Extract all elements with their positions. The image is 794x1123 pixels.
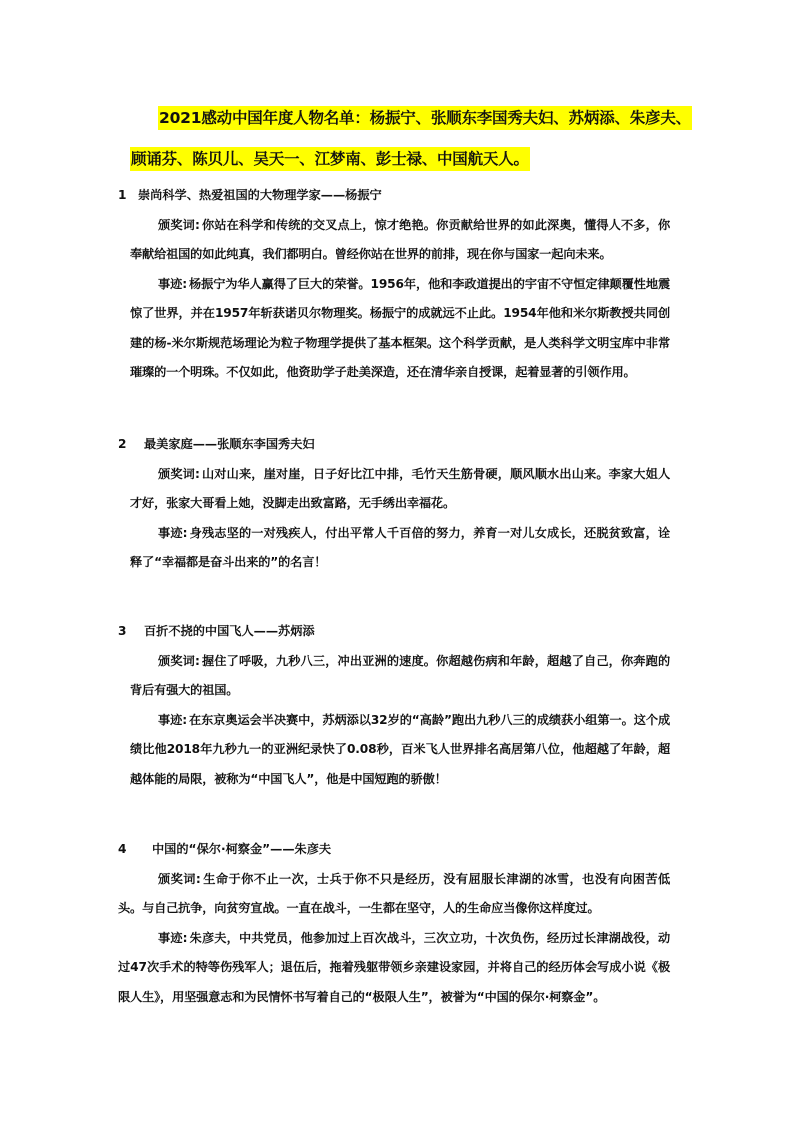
deeds-paragraph (118, 270, 670, 388)
deeds-text: 身残志坚的一对残疾人，付出平常人千百倍的努力，养育一对儿女成长，还脱贫致富，诠释了“幸福都是奋斗出来的”的名言！ (130, 525, 670, 569)
section-number: 2 (118, 437, 127, 451)
title-line-1 (130, 98, 690, 139)
person-section-3 (118, 617, 670, 794)
section-heading (118, 835, 670, 865)
section-title: 百折不挠的中国飞人——苏炳添 (144, 624, 315, 638)
award-text: 山对山来，崖对崖，日子好比江中排，毛竹天生筋骨硬，顺风顺水出山来。李家大姐人才好，张家大哥看上她，没脚走出致富路，无手绣出幸福花。 (130, 466, 670, 510)
award-label: 颁奖词: (158, 217, 200, 232)
section-heading (118, 181, 670, 211)
deeds-paragraph (118, 519, 670, 578)
section-title: 最美家庭——张顺东李国秀夫妇 (144, 437, 315, 451)
section-heading (118, 430, 670, 460)
section-heading (118, 617, 670, 647)
title-line-2 (130, 139, 690, 180)
deeds-text: 朱彦夫，中共党员，他参加过上百次战斗，三次立功，十次负伤，经历过长津湖战役，动过47次手术的特等伤残军人；退伍后，拖着残躯带领乡亲建设家园，并将自己的经历体会写成小说《极限人生》，用坚强意志和为民情怀书写着自己的“极限人生”，被誉为“中国的保尔·柯察金”。 (118, 930, 670, 1004)
section-number: 3 (118, 624, 127, 638)
person-section-1 (118, 181, 670, 388)
deeds-paragraph (118, 706, 670, 795)
deeds-label: 事迹: (158, 930, 188, 945)
award-paragraph (118, 460, 670, 519)
deeds-paragraph (118, 924, 670, 1013)
deeds-label: 事迹: (158, 276, 187, 291)
title-line-1-text: 2021感动中国年度人物名单：杨振宁、张顺东李国秀夫妇、苏炳添、朱彦夫、 (158, 106, 692, 130)
section-number: 1 (118, 188, 127, 202)
person-section-4 (118, 835, 670, 1012)
award-paragraph (118, 211, 670, 270)
award-text: 握住了呼吸，九秒八三，冲出亚洲的速度。你超越伤病和年龄，超越了自己，你奔跑的背后有强大的祖国。 (130, 653, 670, 697)
section-number: 4 (118, 842, 127, 856)
deeds-label: 事迹: (158, 525, 188, 540)
deeds-label: 事迹: (158, 712, 187, 727)
award-label: 颁奖词: (158, 466, 200, 481)
section-title: 中国的“保尔·柯察金”——朱彦夫 (152, 842, 332, 856)
person-section-2 (118, 430, 670, 578)
award-text: 你站在科学和传统的交叉点上，惊才绝艳。你贡献给世界的如此深奥，懂得人不多，你奉献给祖国的如此纯真，我们都明白。曾经你站在世界的前排，现在你与国家一起向未来。 (130, 217, 670, 261)
award-text: 生命于你不止一次，士兵于你不只是经历，没有屈服长津湖的冰雪，也没有向困苦低头。与自己抗争，向贫穷宣战。一直在战斗，一生都在坚守，人的生命应当像你这样度过。 (118, 871, 670, 915)
section-title: 崇尚科学、热爱祖国的大物理学家——杨振宁 (138, 188, 382, 202)
award-label: 颁奖词: (158, 653, 200, 668)
deeds-text: 在东京奥运会半决赛中，苏炳添以32岁的“高龄”跑出九秒八三的成绩获小组第一。这个成绩比他2018年九秒九一的亚洲纪录快了0.08秒，百米飞人世界排名高居第八位，他超越了年龄，超越体能的局限，被称为“中国飞人”，他是中国短跑的骄傲！ (130, 712, 670, 786)
title-line-2-text: 顾诵芬、陈贝儿、吴天一、江梦南、彭士禄、中国航天人。 (130, 147, 530, 171)
award-paragraph (118, 865, 670, 924)
deeds-text: 杨振宁为华人赢得了巨大的荣誉。1956年，他和李政道提出的宇宙不守恒定律颠覆性地震惊了世界，并在1957年斩获诺贝尔物理奖。杨振宁的成就远不止此。1954年他和米尔斯教授共同创建的杨-米尔斯规范场理论为粒子物理学提供了基本框架。这个科学贡献，是人类科学文明宝库中非常璀璨的一个明珠。不仅如此，他资助学子赴美深造，还在清华亲自授课，起着显著的引领作用。 (130, 276, 670, 379)
award-label: 颁奖词: (158, 871, 201, 886)
document-title (130, 98, 690, 180)
award-paragraph (118, 647, 670, 706)
